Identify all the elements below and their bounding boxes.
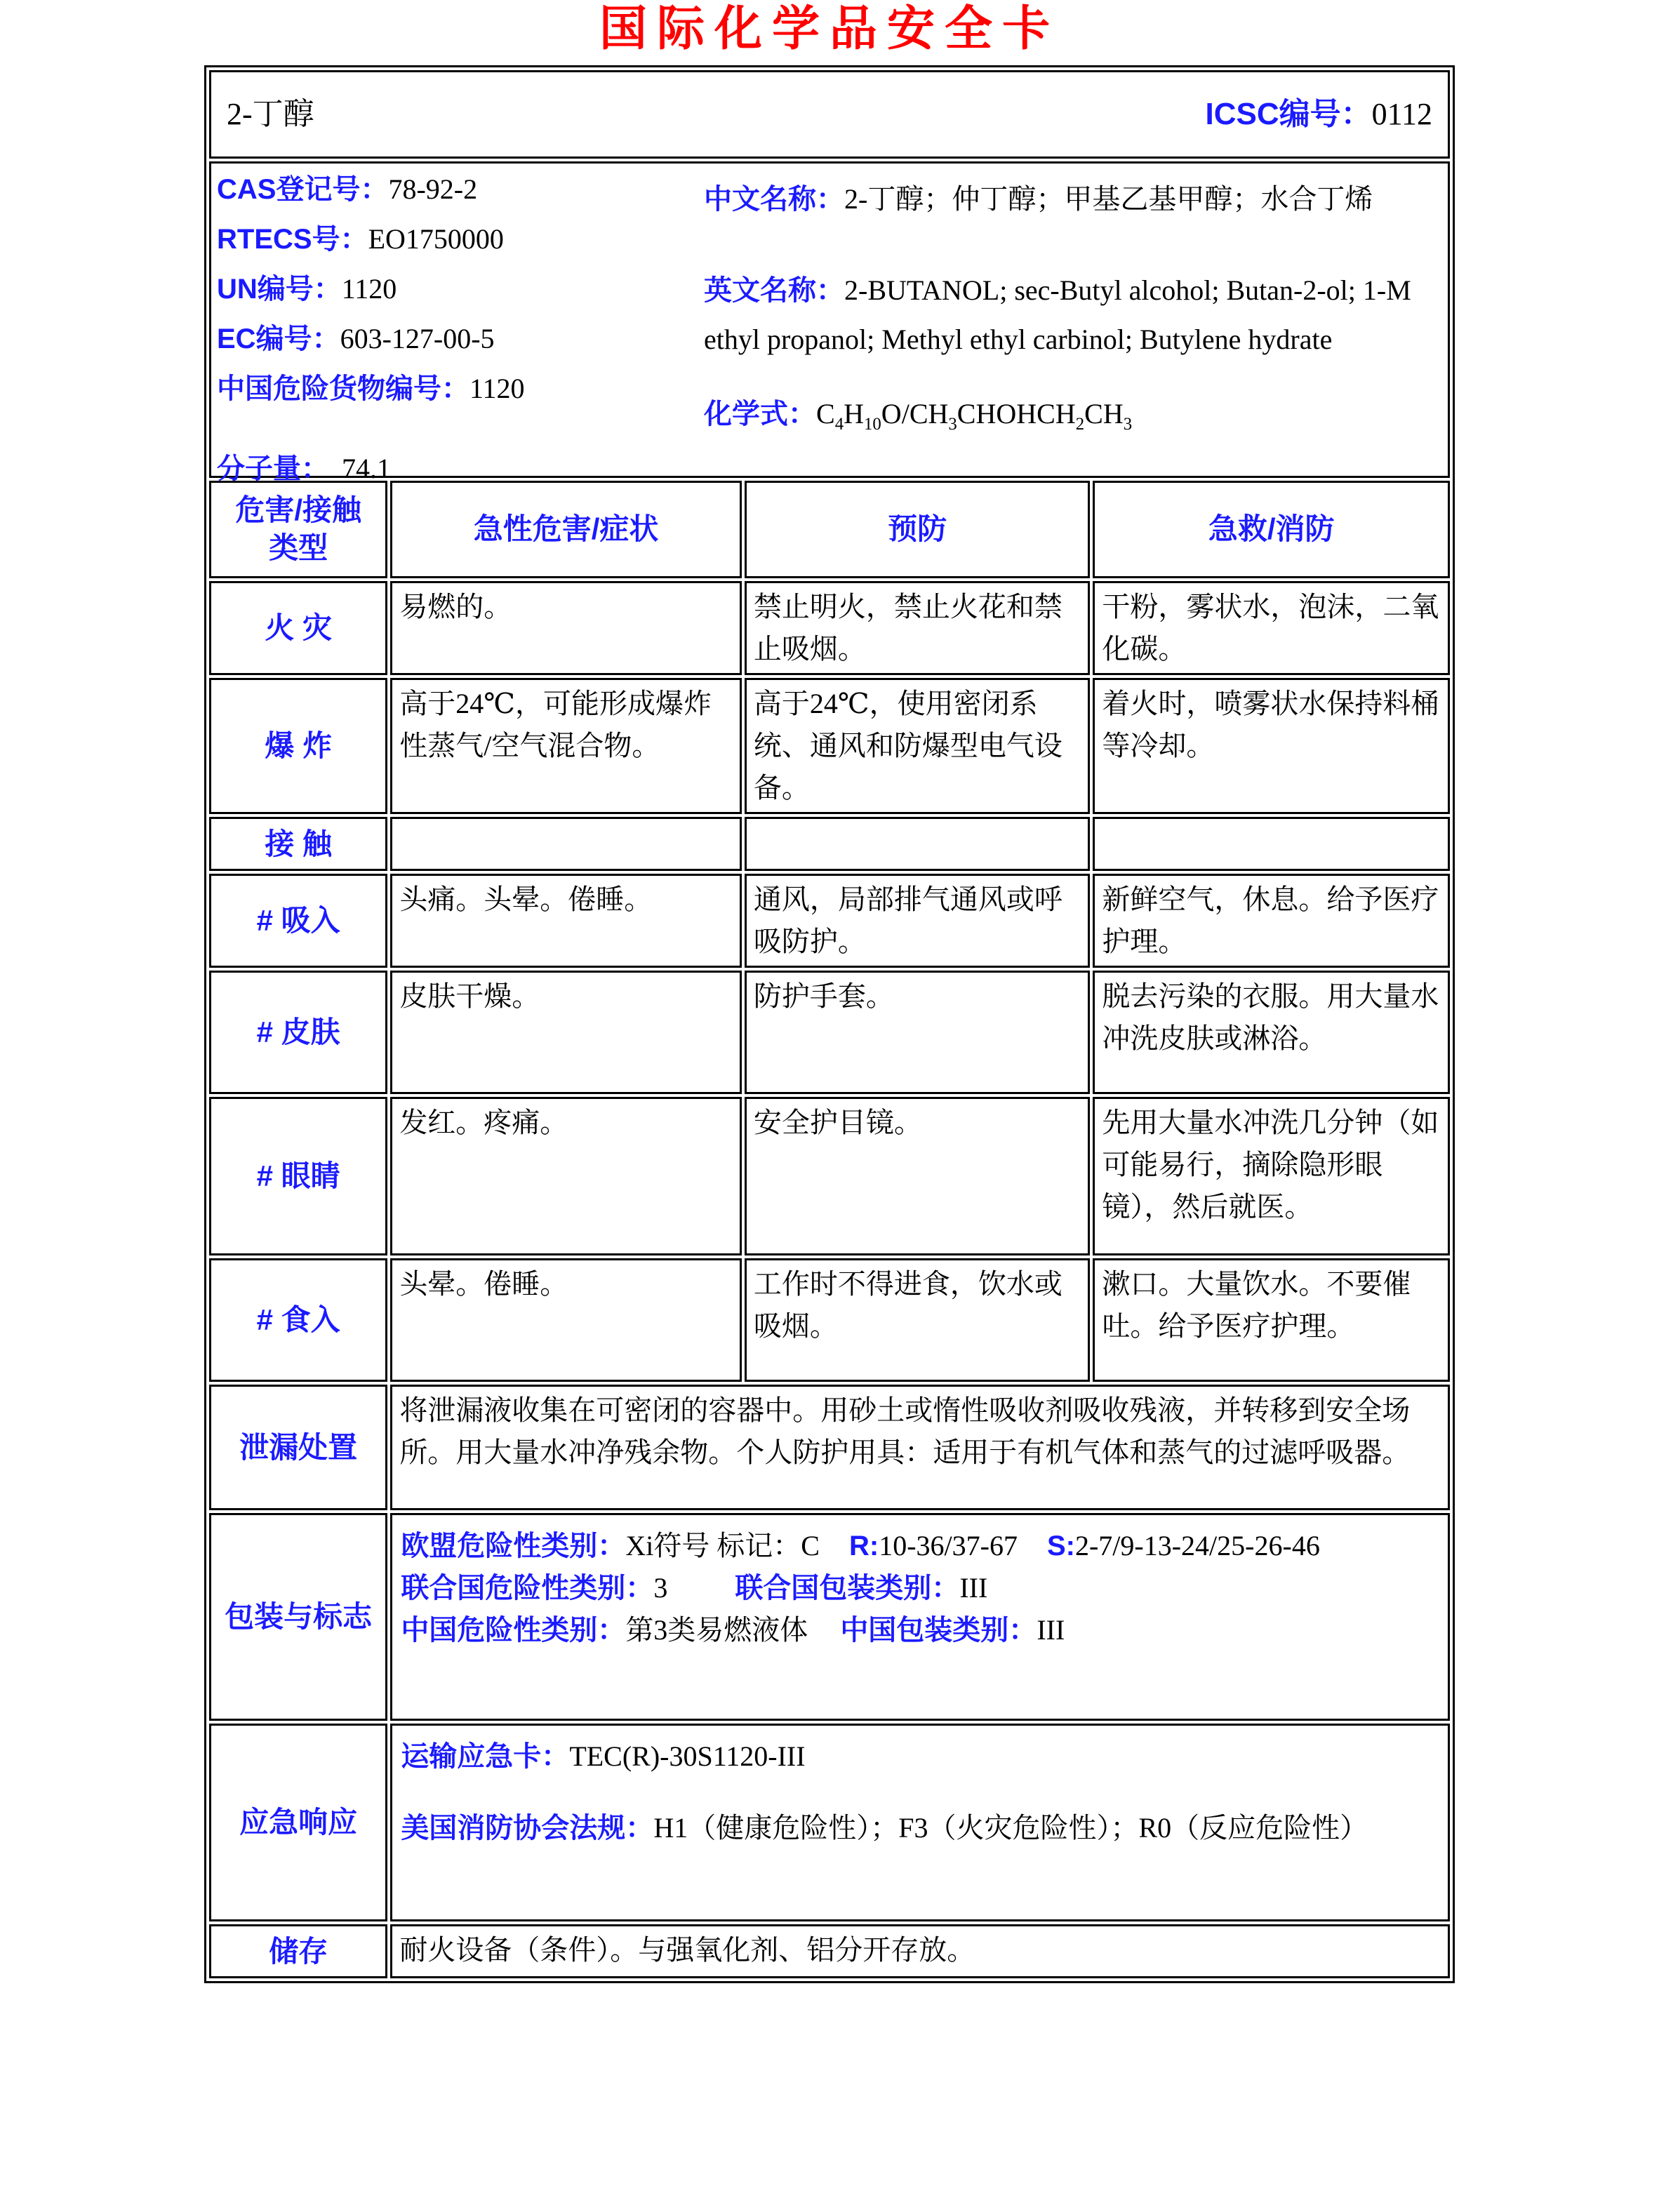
fire-prevention: 禁止明火，禁止火花和禁止吸烟。: [745, 581, 1090, 675]
cas-number-line: [217, 175, 680, 204]
card-header-row: [209, 70, 1450, 159]
skin-firstaid: 脱去污染的衣服。用大量水冲洗皮肤或淋浴。: [1093, 971, 1450, 1094]
fire-symptoms: 易燃的。: [390, 581, 742, 675]
spill-row: [209, 1385, 1450, 1510]
rtecs-number-line: [217, 222, 680, 255]
chinese-names-label: 中文名称：: [704, 183, 844, 215]
packaging-row: [209, 1513, 1450, 1721]
eu-classification-line: [401, 1525, 1439, 1567]
storage-label: 储存: [209, 1924, 387, 1978]
un-label: UN编号：: [217, 273, 342, 305]
cas-value: 78-92-2: [388, 173, 478, 205]
explosion-firstaid: 着火时，喷雾状水保持料桶等冷却。: [1093, 678, 1450, 814]
un-classification-line: [401, 1567, 1439, 1609]
hazard-row-exposure: [209, 817, 1450, 871]
hazard-row-explosion: [209, 678, 1450, 814]
hazard-row-inhalation: [209, 874, 1450, 968]
english-names-label: 英文名称：: [704, 274, 844, 306]
header-hazard-type: 危害/接触 类型: [209, 481, 387, 578]
molecular-weight-label: 分子量：: [217, 453, 329, 484]
inhalation-symptoms: 头痛。头晕。倦睡。: [390, 874, 742, 968]
card-header-cell: [209, 70, 1450, 159]
icsc-number-value: 0112: [1371, 96, 1432, 131]
explosion-type: 爆 炸: [209, 678, 387, 814]
spill-label: 泄漏处置: [209, 1385, 387, 1510]
ingestion-prevention: 工作时不得进食，饮水或吸烟。: [745, 1258, 1090, 1382]
icsc-number-label: ICSC编号：: [1205, 96, 1372, 131]
header-acute-hazards: 急性危害/症状: [390, 481, 742, 578]
un-pack-label: 联合国包装类别：: [735, 1572, 960, 1604]
rtecs-label: RTECS号：: [217, 223, 368, 255]
inhalation-prevention: 通风，局部排气通风或呼吸防护。: [745, 874, 1090, 968]
eu-class-value: Xi符号 标记：C: [625, 1529, 820, 1561]
formula-line: [704, 389, 1413, 439]
un-class-label: 联合国危险性类别：: [401, 1572, 654, 1604]
ingestion-symptoms: 头晕。倦睡。: [390, 1258, 742, 1382]
emergency-content: [390, 1724, 1450, 1921]
china-classification-line: [401, 1609, 1439, 1651]
header-prevention: 预防: [745, 481, 1090, 578]
packaging-content: [390, 1513, 1450, 1721]
eyes-symptoms: 发红。疼痛。: [390, 1097, 742, 1255]
eyes-firstaid: 先用大量水冲洗几分钟（如可能易行，摘除隐形眼镜），然后就医。: [1093, 1097, 1450, 1255]
un-value: 1120: [341, 272, 397, 305]
skin-symptoms: 皮肤干燥。: [390, 971, 742, 1094]
china-class-value: 第3类易燃液体: [625, 1613, 808, 1646]
eyes-prevention: 安全护目镜。: [745, 1097, 1090, 1255]
skin-prevention: 防护手套。: [745, 971, 1090, 1094]
r-phrases-value: 10-36/37-67: [879, 1529, 1018, 1561]
chinese-names-line: [704, 175, 1413, 224]
nfpa-label: 美国消防协会法规：: [401, 1812, 654, 1844]
un-pack-value: III: [959, 1571, 988, 1604]
page-title: 国际化学品安全卡: [599, 2, 1060, 55]
exposure-prevention: [745, 817, 1090, 871]
china-dg-number-line: [217, 374, 680, 404]
ec-value: 603-127-00-5: [340, 322, 495, 354]
fire-firstaid: 干粉，雾状水，泡沫，二氧化碳。: [1093, 581, 1450, 675]
english-names-line: [704, 266, 1413, 364]
ingestion-type: # 食入: [209, 1258, 387, 1382]
exposure-type: 接 触: [209, 817, 387, 871]
s-phrases-value: 2-7/9-13-24/25-26-46: [1074, 1529, 1320, 1561]
tec-card-label: 运输应急卡：: [401, 1740, 570, 1772]
china-dg-label: 中国危险货物编号：: [217, 373, 469, 404]
china-pack-label: 中国包装类别：: [840, 1614, 1037, 1646]
header-firstaid-firefighting: 急救/消防: [1093, 481, 1450, 578]
inhalation-firstaid: 新鲜空气，休息。给予医疗护理。: [1093, 874, 1450, 968]
hazard-row-eyes: [209, 1097, 1450, 1255]
cas-label: CAS登记号：: [217, 173, 389, 205]
explosion-symptoms: 高于24℃，可能形成爆炸性蒸气/空气混合物。: [390, 678, 742, 814]
name-list: [704, 175, 1413, 439]
chinese-names-value: 2-丁醇；仲丁醇；甲基乙基甲醇；水合丁烯: [844, 182, 1373, 215]
eyes-type: # 眼睛: [209, 1097, 387, 1255]
china-pack-value: III: [1037, 1613, 1065, 1646]
fire-type: 火 灾: [209, 581, 387, 675]
r-phrases-label: R:: [849, 1530, 879, 1561]
rtecs-value: EO1750000: [368, 222, 504, 255]
chemical-name: 2-丁醇: [227, 96, 314, 131]
nfpa-line: [401, 1807, 1439, 1849]
un-class-value: 3: [653, 1571, 668, 1604]
inhalation-type: # 吸入: [209, 874, 387, 968]
english-names-value: 2-BUTANOL; sec-Butyl alcohol; Butan-2-ol; 1-Methyl propanol; Methyl ethyl carbinol; Butylene hydrate: [704, 274, 1411, 355]
storage-row: [209, 1924, 1450, 1978]
molecular-weight-value: 74.1: [342, 452, 391, 484]
skin-type: # 皮肤: [209, 971, 387, 1094]
identifier-list: [217, 175, 680, 504]
exposure-symptoms: [390, 817, 742, 871]
molecular-weight-line: [217, 454, 680, 484]
china-class-label: 中国危险性类别：: [401, 1614, 626, 1646]
hazard-row-ingestion: [209, 1258, 1450, 1382]
hazard-row-fire: [209, 581, 1450, 675]
ingestion-firstaid: 漱口。大量饮水。不要催吐。给予医疗护理。: [1093, 1258, 1450, 1382]
formula-label: 化学式：: [704, 398, 816, 429]
identity-row: [209, 161, 1450, 478]
spill-text: 将泄漏液收集在可密闭的容器中。用砂土或惰性吸收剂吸收残液，并转移到安全场所。用大量水冲净残余物。个人防护用具：适用于有机气体和蒸气的过滤呼吸器。: [390, 1385, 1450, 1510]
hazard-row-skin: [209, 971, 1450, 1094]
explosion-prevention: 高于24℃，使用密闭系统、通风和防爆型电气设备。: [745, 678, 1090, 814]
packaging-label: 包装与标志: [209, 1513, 387, 1721]
un-number-line: [217, 274, 680, 304]
ec-number-line: [217, 324, 680, 354]
icsc-number: [1206, 91, 1433, 138]
formula-value: $C_4H_{10}O/CH_3CHOHCH_2CH_3$: [816, 397, 1133, 434]
s-phrases-label: S:: [1046, 1530, 1075, 1561]
tec-card-line: [401, 1735, 1439, 1778]
icsc-card-table: [204, 65, 1455, 1983]
eu-class-label: 欧盟危险性类别：: [401, 1530, 626, 1561]
emergency-label: 应急响应: [209, 1724, 387, 1921]
ec-label: EC编号：: [217, 323, 340, 354]
china-dg-value: 1120: [469, 372, 525, 404]
nfpa-value: H1（健康危险性）；F3（火灾危险性）；R0（反应危险性）: [653, 1811, 1368, 1844]
exposure-firstaid: [1093, 817, 1450, 871]
storage-text: 耐火设备（条件）。与强氧化剂、铝分开存放。: [390, 1924, 1450, 1978]
emergency-row: [209, 1724, 1450, 1921]
identity-cell: [209, 161, 1450, 484]
tec-card-value: TEC(R)-30S1120-III: [569, 1740, 806, 1772]
